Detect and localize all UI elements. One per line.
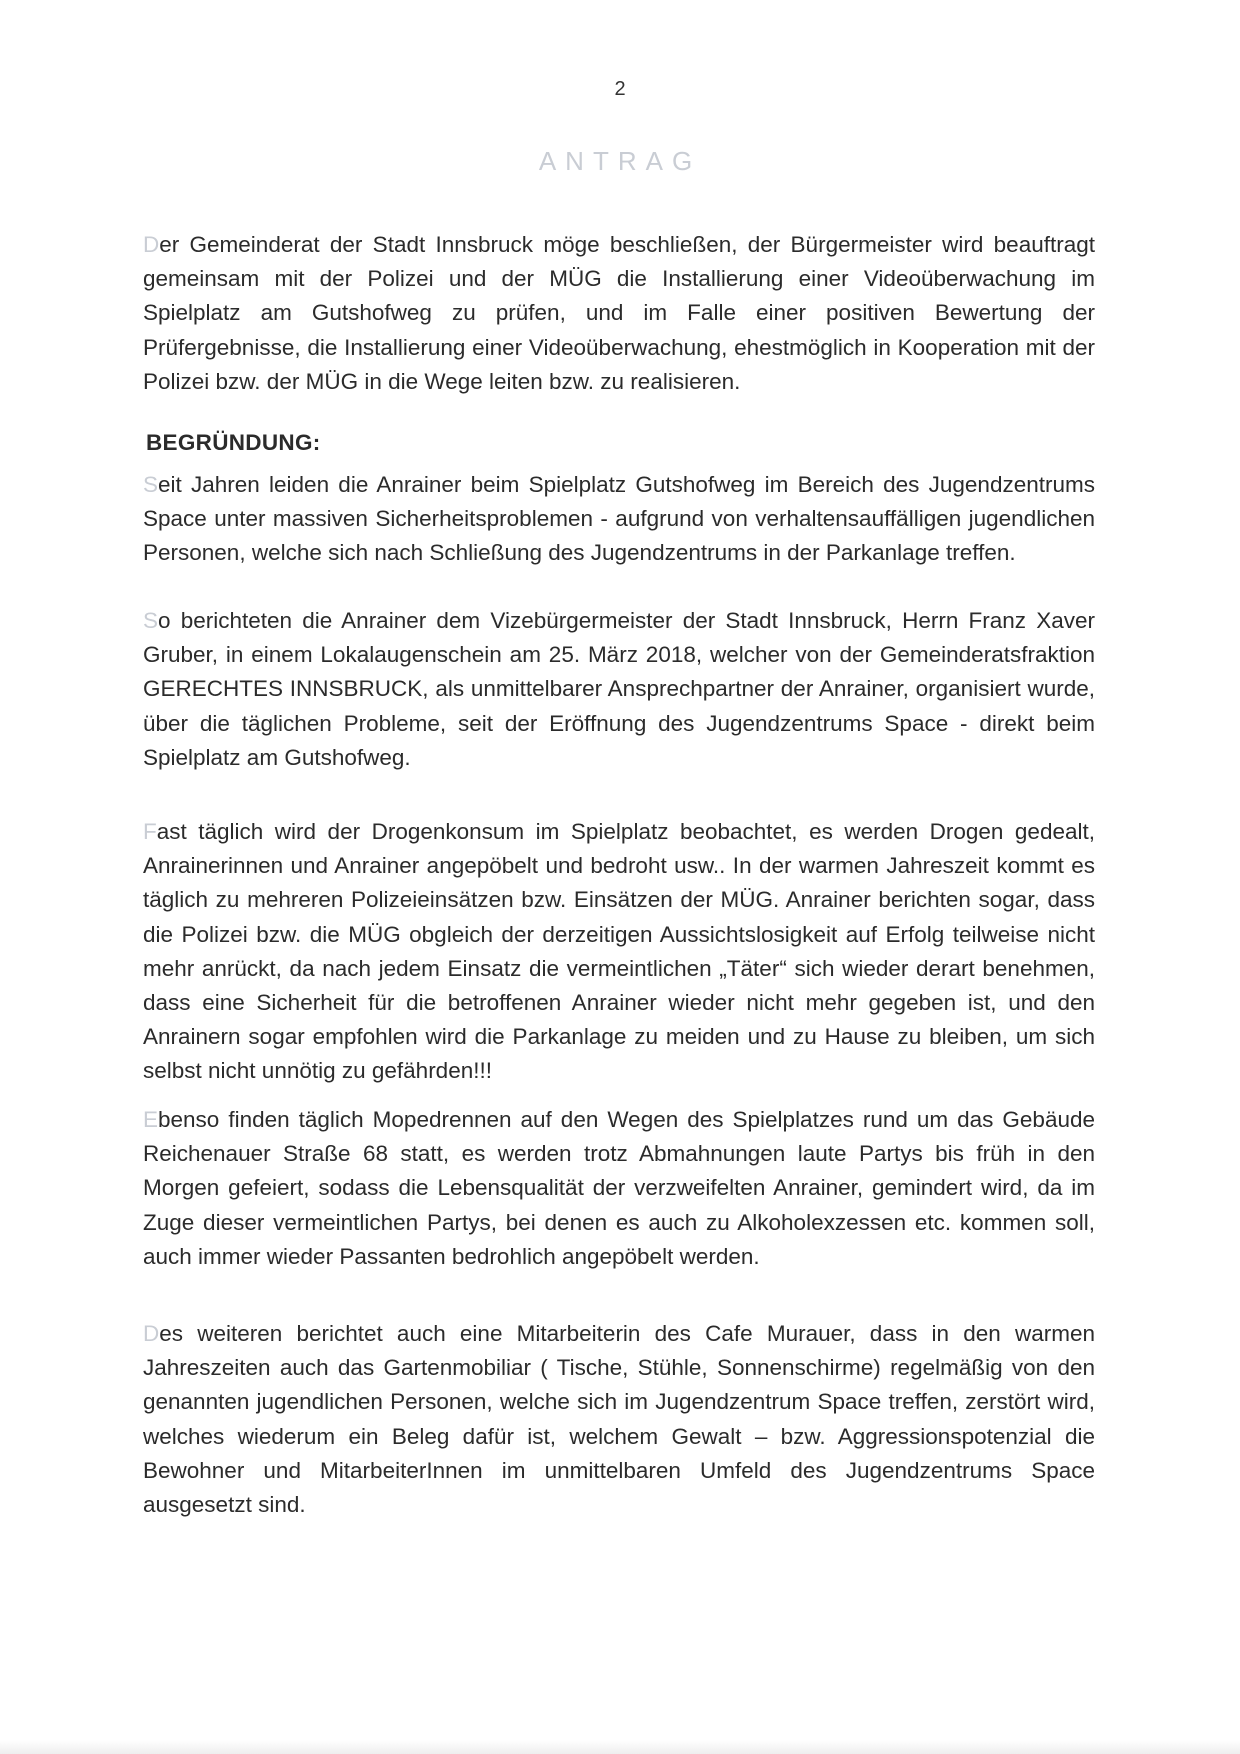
drop-cap: F bbox=[143, 819, 157, 844]
reasoning-paragraph bbox=[143, 1317, 1095, 1522]
reasoning-paragraph bbox=[143, 815, 1095, 1089]
motion-text bbox=[143, 228, 1095, 399]
section-heading-begruendung: BEGRÜNDUNG: bbox=[146, 430, 321, 455]
paragraph-text: eit Jahren leiden die Anrainer beim Spielplatz Gutshofweg im Bereich des Jugendzentrums Space unter massiven Sicherheitsproblemen - aufgrund von verhaltensauffälligen jugendlichen Personen, welche sich nach Schließung des Jugendzentrums in der Parkanlage treffen. bbox=[143, 472, 1095, 566]
reasoning-paragraph bbox=[143, 1103, 1095, 1274]
motion-paragraph-text: er Gemeinderat der Stadt Innsbruck möge beschließen, der Bürgermeister wird beauftragt gemeinsam mit der Polizei und der MÜG die Installierung einer Videoüberwachung im Spielplatz am Gutshofweg zu prüfen, und im Falle einer positiven Bewertung der Prüfergebnisse, die Installierung einer Videoüberwachung, ehestmöglich in Kooperation mit der Polizei bzw. der MÜG in die Wege leiten bzw. zu realisieren. bbox=[143, 232, 1095, 394]
motion-paragraph bbox=[143, 228, 1095, 399]
paragraph-text: ast täglich wird der Drogenkonsum im Spielplatz beobachtet, es werden Drogen gedealt, Anrainerinnen und Anrainer angepöbelt und bedroht usw.. In der warmen Jahreszeit kommt es täglich zu mehreren Polizeieinsätzen bzw. Einsätzen der MÜG. Anrainer berichten sogar, dass die Polizei bzw. die MÜG obgleich der derzeitigen Aussichtslosigkeit auf Erfolg teilweise nicht mehr anrückt, da nach jedem Einsatz die vermeintlichen „Täter“ sich wieder derart benehmen, dass eine Sicherheit für die betroffenen Anrainer wieder nicht mehr gegeben ist, und den Anrainern sogar empfohlen wird die Parkanlage zu meiden und zu Hause zu bleiben, um sich selbst nicht unnötig zu gefährden!!! bbox=[143, 819, 1095, 1084]
document-title: ANTRAG bbox=[538, 146, 702, 176]
drop-cap: D bbox=[143, 1321, 160, 1346]
reasoning-paragraph bbox=[143, 468, 1095, 571]
drop-cap: E bbox=[143, 1107, 159, 1132]
scan-edge bbox=[0, 1740, 1240, 1754]
drop-cap: S bbox=[143, 608, 159, 633]
drop-cap: D bbox=[143, 232, 160, 257]
reasoning-paragraph bbox=[143, 604, 1095, 775]
paragraph-text: o berichteten die Anrainer dem Vizebürgermeister der Stadt Innsbruck, Herrn Franz Xaver Gruber, in einem Lokalaugenschein am 25. März 2018, welcher von der Gemeinderatsfraktion GERECHTES INNSBRUCK, als unmittelbarer Ansprechpartner der Anrainer, organisiert wurde, über die täglichen Probleme, seit der Eröffnung des Jugendzentrums Space - direkt beim Spielplatz am Gutshofweg. bbox=[143, 608, 1095, 770]
paragraph-text: benso finden täglich Mopedrennen auf den Wegen des Spielplatzes rund um das Gebäude Reichenauer Straße 68 statt, es werden trotz Abmahnungen laute Partys bis früh in den Morgen gefeiert, sodass die Lebensqualität der verzweifelten Anrainer, gemindert wird, da im Zuge dieser vermeintlichen Partys, bei denen es auch zu Alkoholexzessen etc. kommen soll, auch immer wieder Passanten bedrohlich angepöbelt werden. bbox=[143, 1107, 1095, 1269]
page-number: 2 bbox=[614, 78, 626, 100]
paragraph-text: es weiteren berichtet auch eine Mitarbeiterin des Cafe Murauer, dass in den warmen Jahreszeiten auch das Gartenmobiliar ( Tische, Stühle, Sonnenschirme) regelmäßig von den genannten jugendlichen Personen, welche sich im Jugendzentrum Space treffen, zerstört wird, welches wiederum ein Beleg dafür ist, welchem Gewalt – bzw. Aggressionspotenzial die Bewohner und MitarbeiterInnen im unmittelbaren Umfeld des Jugendzentrums Space ausgesetzt sind. bbox=[143, 1321, 1095, 1518]
drop-cap: S bbox=[143, 472, 159, 497]
